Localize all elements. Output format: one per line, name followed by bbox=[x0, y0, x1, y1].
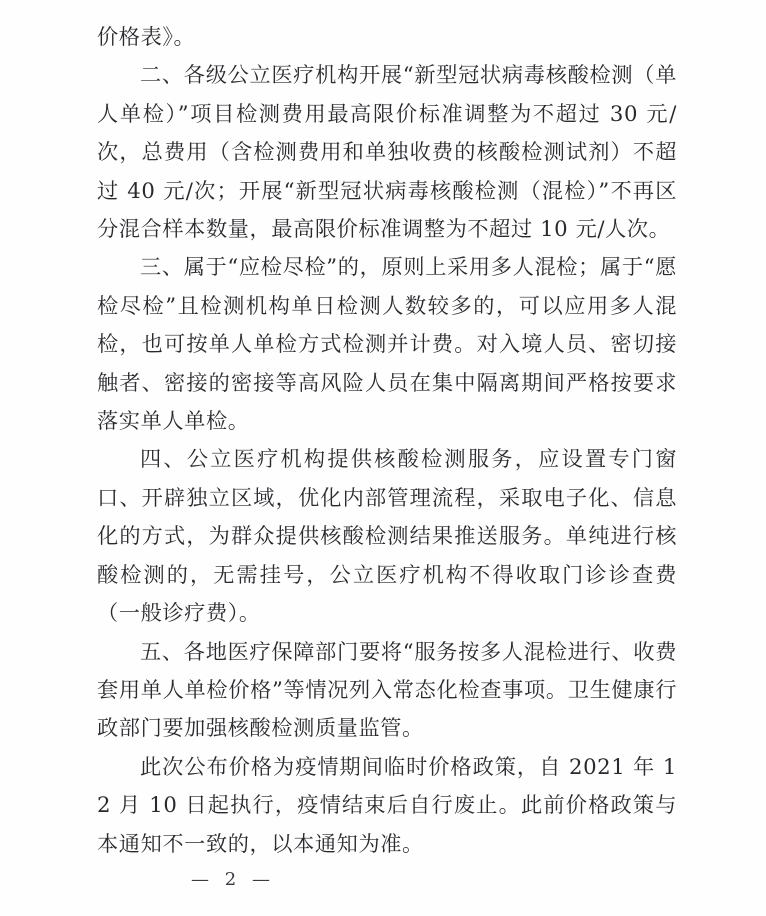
paragraph-item-two: 二、各级公立医疗机构开展“新型冠状病毒核酸检测（单人单检）”项目检测费用最高限价标准调整为不超过 30 元/次，总费用（含检测费用和单独收费的核酸检测试剂）不超过 40 元/次；开展“新型冠状病毒核酸检测（混检）”不再区分混合样本数量，最高限价标准调整为不超过 10 元/人次。 bbox=[97, 62, 677, 242]
paragraph-continuation: 价格表》。 bbox=[97, 24, 196, 49]
paragraph-effective-date: 此次公布价格为疫情期间临时价格政策，自 2021 年 12 月 10 日起执行，疫情结束后自行废止。此前价格政策与本通知不一致的，以本通知为准。 bbox=[97, 753, 677, 856]
paragraph-item-four: 四、公立医疗机构提供核酸检测服务，应设置专门窗口、开辟独立区域，优化内部管理流程，采取电子化、信息化的方式，为群众提供核酸检测结果推送服务。单纯进行核酸检测的，无需挂号，公立医疗机构不得收取门诊诊查费（一般诊疗费）。 bbox=[97, 446, 677, 626]
paragraph-item-three: 三、属于“应检尽检”的，原则上采用多人混检；属于“愿检尽检”且检测机构单日检测人数较多的，可以应用多人混检，也可按单人单检方式检测并计费。对入境人员、密切接触者、密接的密接等高风险人员在集中隔离期间严格按要求落实单人单检。 bbox=[97, 254, 677, 434]
page-footer bbox=[0, 869, 766, 890]
document-body bbox=[97, 18, 677, 863]
page-number: — 2 — bbox=[191, 869, 275, 890]
paragraph-item-five: 五、各地医疗保障部门要将“服务按多人混检进行、收费套用单人单检价格”等情况列入常态化检查事项。卫生健康行政部门要加强核酸检测质量监管。 bbox=[97, 638, 677, 741]
